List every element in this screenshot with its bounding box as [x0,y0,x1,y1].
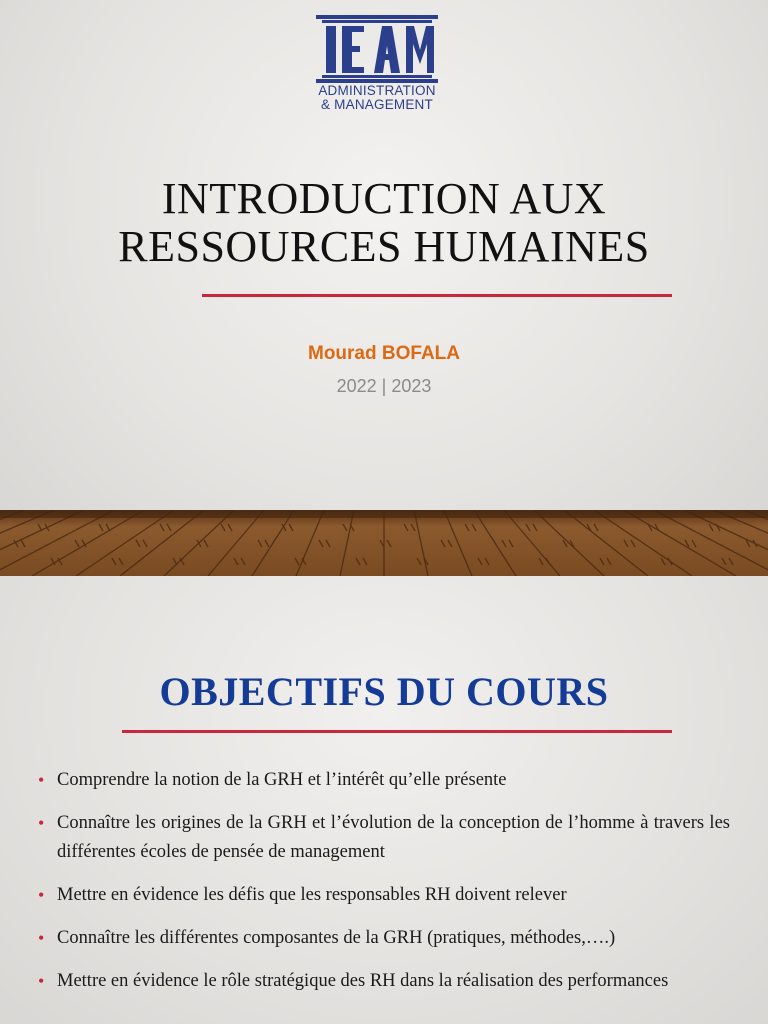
objective-text: Comprendre la notion de la GRH et l’intérêt qu’elle présente [57,770,507,790]
slide-title-line-1: INTRODUCTION AUX [161,174,607,223]
objective-text: Mettre en évidence le rôle stratégique des RH dans la réalisation des performances [57,971,669,991]
bullet-dot-icon: • [38,971,45,991]
objective-text: Connaître les différentes composantes de la GRH (pratiques, méthodes,….) [57,928,616,948]
ieam-columns-logo-icon [312,12,442,84]
bullet-dot-icon: • [38,885,45,905]
objectives-underline [122,730,672,733]
bullet-dot-icon: • [38,813,45,833]
ieam-logo [312,12,442,116]
academic-year: 2022 | 2023 [336,376,432,396]
list-item [38,967,730,996]
bullet-dot-icon: • [38,928,45,948]
slide-title [60,175,708,271]
list-item [38,766,730,795]
author-name: Mourad BOFALA [308,343,460,364]
list-item [38,924,730,953]
bullet-dot-icon: • [38,770,45,790]
objectives-slide [0,576,768,1024]
slide-title-line-2: RESSOURCES HUMAINES [118,222,650,271]
list-item [38,881,730,910]
logo-line-management: & MANAGEMENT [321,97,433,112]
wood-floor-decoration [0,510,768,576]
list-item [38,809,730,867]
objective-text: Connaître les origines de la GRH et l’évolution de la conception de l’homme à travers les différentes écoles de pensée de management [57,813,730,862]
logo-line-administration: ADMINISTRATION [318,83,436,98]
objective-text: Mettre en évidence les défis que les responsables RH doivent relever [57,885,567,905]
objectives-title: OBJECTIFS DU COURS [159,669,609,714]
title-underline [202,294,672,297]
objectives-list [38,766,730,1010]
